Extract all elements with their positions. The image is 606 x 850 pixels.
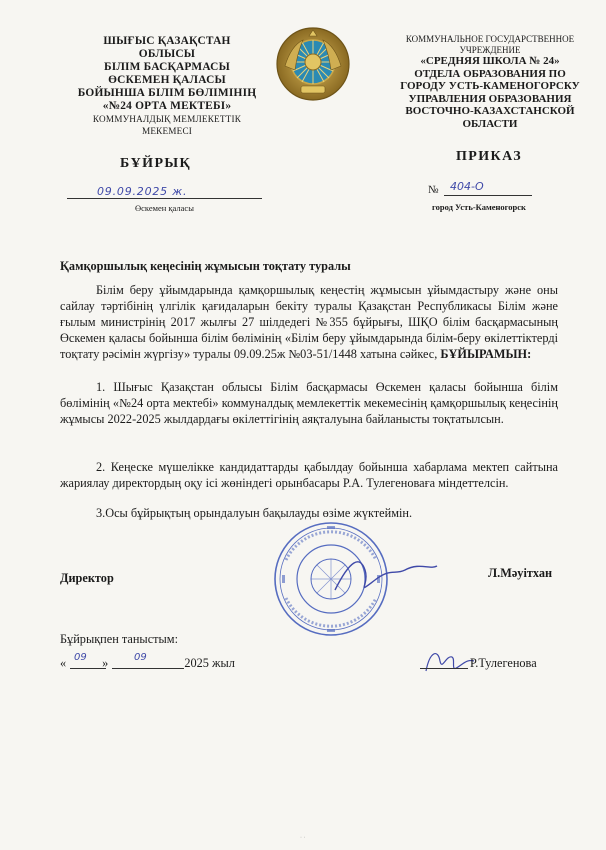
order-keyword: БҰЙЫРАМЫН: [440, 347, 532, 361]
header-left-line: БІЛІМ БАСҚАРМАСЫ [104, 61, 230, 73]
header-left-line: КОММУНАЛДЫҚ МЕМЛЕКЕТТІК [92, 114, 242, 124]
paragraph-item-2: 2. Кеңеске мүшелікке кандидаттарды қабылдау бойынша хабарлама мектеп сайтына жариялау директордың оқу ісі жөніндегі орынбасары Р.А. Тулегеноваға міндеттелсін. [60, 460, 558, 490]
number-underline [444, 195, 532, 196]
header-left-kz [62, 35, 272, 137]
quote-close: » [102, 656, 109, 670]
paragraph-preamble [60, 282, 558, 362]
order-subject: Қамқоршылық кеңесінің жұмысын тоқтату туралы [60, 259, 351, 273]
acquainted-month: 09 [134, 652, 147, 663]
paragraph-item-1: 1. Шығыс Қазақстан облысы Білім басқармасы Өскемен қаласы бойынша білім бөлімінің «№24 орта мектебі» коммуналдық мемлекеттік мекемесінің қамқоршылық кеңесінің жұмысы 2022-2025 жылдардағы өкілеттігінің аяқталуына байланысты тоқтатылсын. [60, 380, 558, 426]
acquainted-day: 09 [74, 652, 87, 663]
signatory-title: Директор [60, 571, 114, 585]
city-kz: Өскемен қаласы [135, 203, 194, 213]
header-right-line: ГОРОДУ УСТЬ-КАМЕНОГОРСКУ [400, 80, 580, 93]
header-left-line: ШЫҒЫС ҚАЗАҚСТАН [103, 35, 231, 47]
order-date: 09.09.2025 ж. [97, 185, 188, 198]
header-left-line: ОБЛЫСЫ [138, 48, 196, 60]
acquainted-label: Бұйрықпен таныстым: [60, 632, 178, 646]
header-left-line: БОЙЫНША БІЛІМ БӨЛІМІНІҢ [77, 87, 257, 99]
page-mark: · · [300, 835, 306, 841]
header-left-line: ӨСКЕМЕН ҚАЛАСЫ [108, 74, 226, 86]
header-right-ru [390, 34, 590, 131]
number-sign: № [428, 184, 439, 196]
day-underline [70, 668, 106, 669]
order-number: 404-О [450, 180, 484, 193]
month-underline [112, 668, 184, 669]
director-signature-icon [325, 540, 445, 610]
header-right-line: ВОСТОЧНО-КАЗАХСТАНСКОЙ [405, 105, 575, 118]
acquainted-year: 2025 жыл [184, 656, 235, 670]
acquainted-name: Р.Тулегенова [470, 656, 537, 670]
state-emblem-icon [275, 26, 351, 102]
header-right-line: УЧРЕЖДЕНИЕ [459, 44, 521, 55]
document-title-kz: БҰЙРЫҚ [120, 156, 192, 171]
header-right-line: ОТДЕЛА ОБРАЗОВАНИЯ ПО [414, 67, 566, 80]
signatory-name: Л.Мәуітхан [488, 566, 553, 580]
date-underline [67, 198, 262, 199]
header-left-line: МЕКЕМЕСІ [141, 126, 193, 136]
header-right-line: УПРАВЛЕНИЯ ОБРАЗОВАНИЯ [408, 92, 572, 105]
preamble-text: Білім беру ұйымдарында қамқоршылық кеңестің жұмысын ұйымдастыру және оны сайлау тәртібінің үлгілік қағидаларын бекіту туралы Қазақстан Республикасы Білім және ғылым министрінің 2017 жылғы 27 шілдедегі №355 бұйрығы, ШҚО білім басқармасының Өскемен қаласы бойынша білім бөлімінің «Білім беру ұйымдарында білім-беру өкілеттіктерді тоқтату рәсімін жүргізу» туралы 09.09.25ж №03-51/1448 хатына сәйкес, [60, 283, 558, 361]
header-right-line: ОБЛАСТИ [462, 117, 518, 130]
header-right-line: КОММУНАЛЬНОЕ ГОСУДАРСТВЕННОЕ [405, 34, 575, 44]
quote-open: « [60, 656, 67, 670]
paragraph-item-3: 3.Осы бұйрықтың орындалуын бақылауды өзіме жүктеймін. [96, 506, 413, 520]
document-title-ru: ПРИКАЗ [456, 149, 523, 164]
signature-underline [420, 668, 468, 669]
city-ru: город Усть-Каменогорск [432, 202, 526, 212]
header-left-line: «№24 ОРТА МЕКТЕБІ» [102, 100, 232, 112]
header-right-line: «СРЕДНЯЯ ШКОЛА № 24» [420, 55, 560, 67]
